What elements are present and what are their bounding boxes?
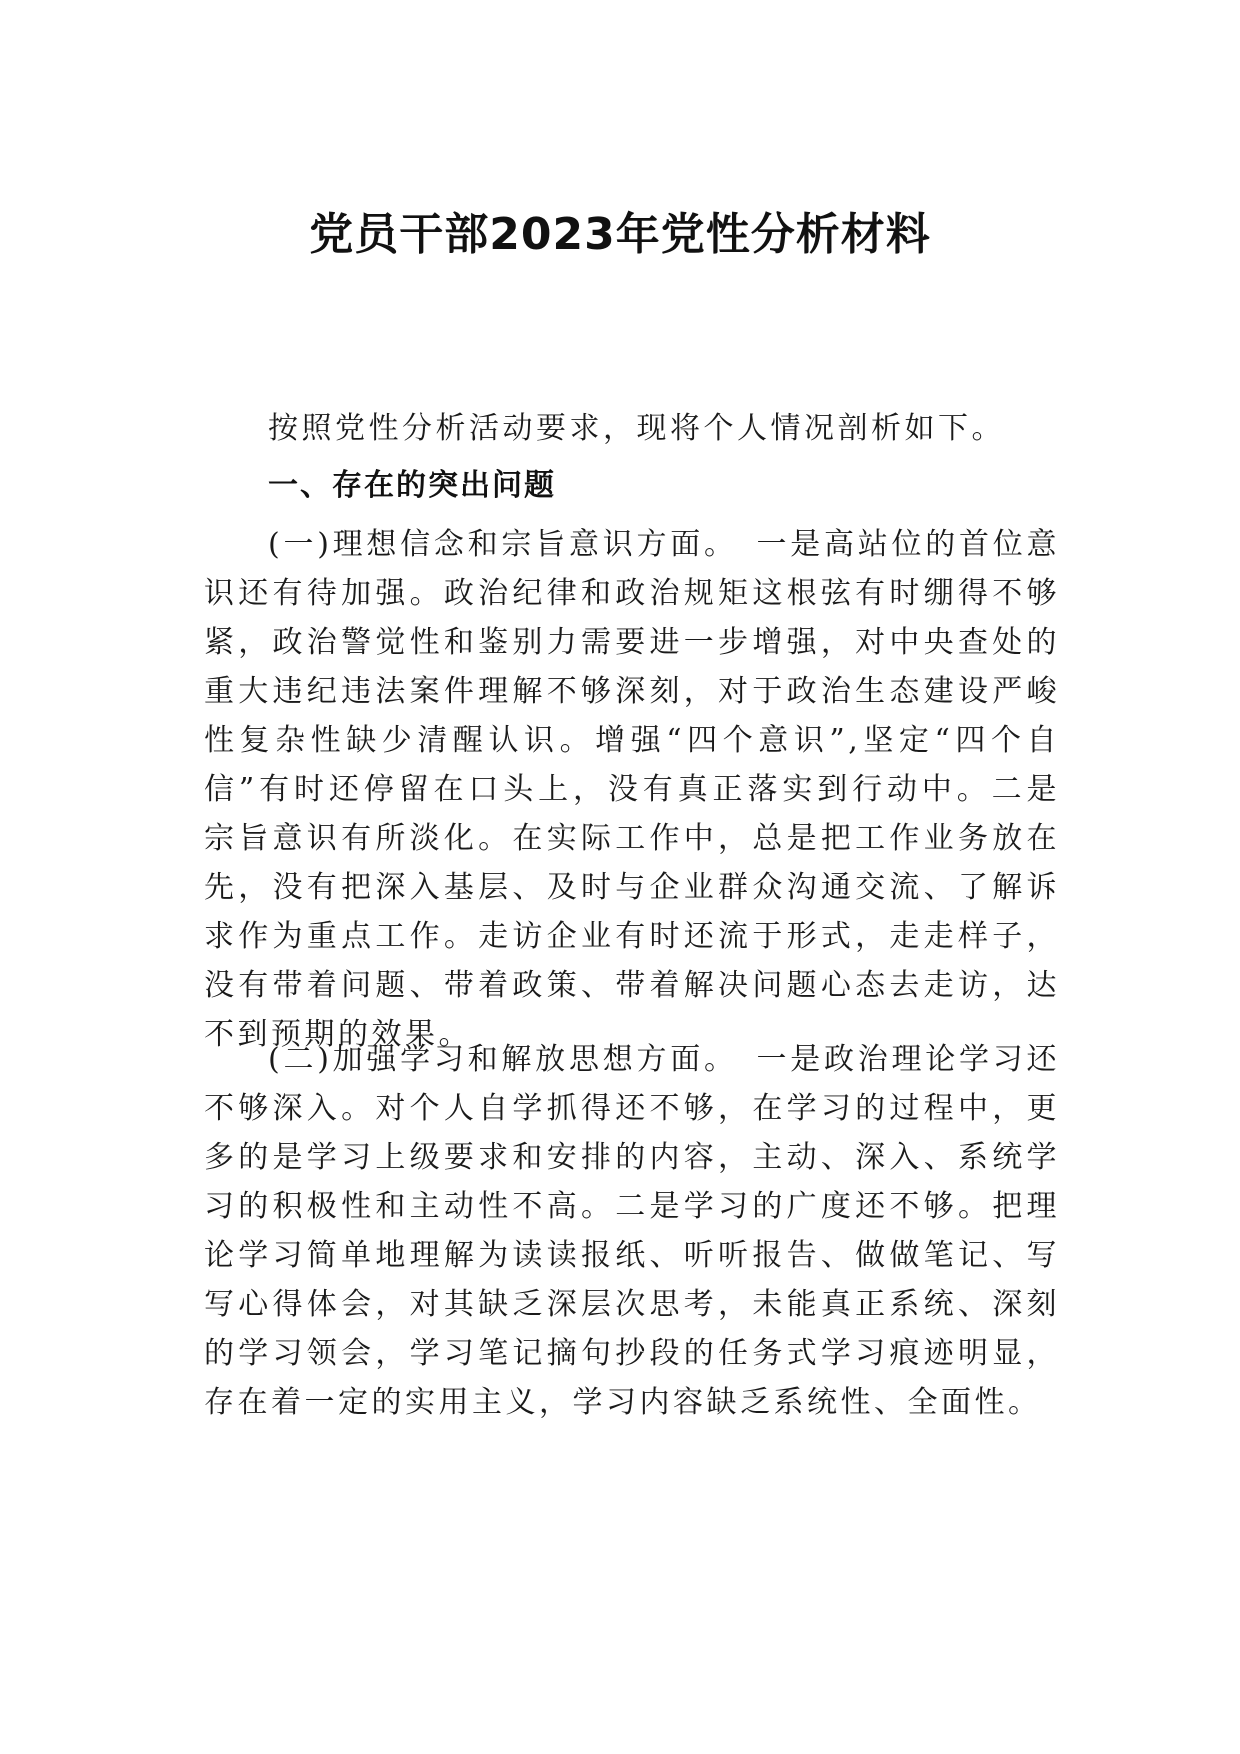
paragraph-ideals-and-purpose: (一)理想信念和宗旨意识方面。 一是高站位的首位意识还有待加强。政治纪律和政治规矩这根弦有时绷得不够紧，政治警觉性和鉴别力需要进一步增强，对中央查处的重大违纪违法案件理解不够深刻，对于政治生态建设严峻性复杂性缺少清醒认识。增强“四个意识”,坚定“四个自信”有时还停留在口头上，没有真正落实到行动中。二是宗旨意识有所淡化。在实际工作中，总是把工作业务放在先，没有把深入基层、及时与企业群众沟通交流、了解诉求作为重点工作。走访企业有时还流于形式，走走样子，没有带着问题、带着政策、带着解决问题心态去走访，达不到预期的效果。 (204, 527, 1060, 1052)
document-title: 党员干部2023年党性分析材料 (309, 209, 931, 260)
intro-paragraph: 按照党性分析活动要求，现将个人情况剖析如下。 (268, 411, 1005, 446)
section-heading: 一、存在的突出问题 (268, 468, 556, 503)
paragraph-study-and-thinking: (二)加强学习和解放思想方面。 一是政治理论学习还不够深入。对个人自学抓得还不够，在学习的过程中，更多的是学习上级要求和安排的内容，主动、深入、系统学习的积极性和主动性不高。二是学习的广度还不够。把理论学习简单地理解为读读报纸、听听报告、做做笔记、写写心得体会，对其缺乏深层次思考，未能真正系统、深刻的学习领会，学习笔记摘句抄段的任务式学习痕迹明显，存在着一定的实用主义，学习内容缺乏系统性、全面性。 (204, 1042, 1060, 1420)
